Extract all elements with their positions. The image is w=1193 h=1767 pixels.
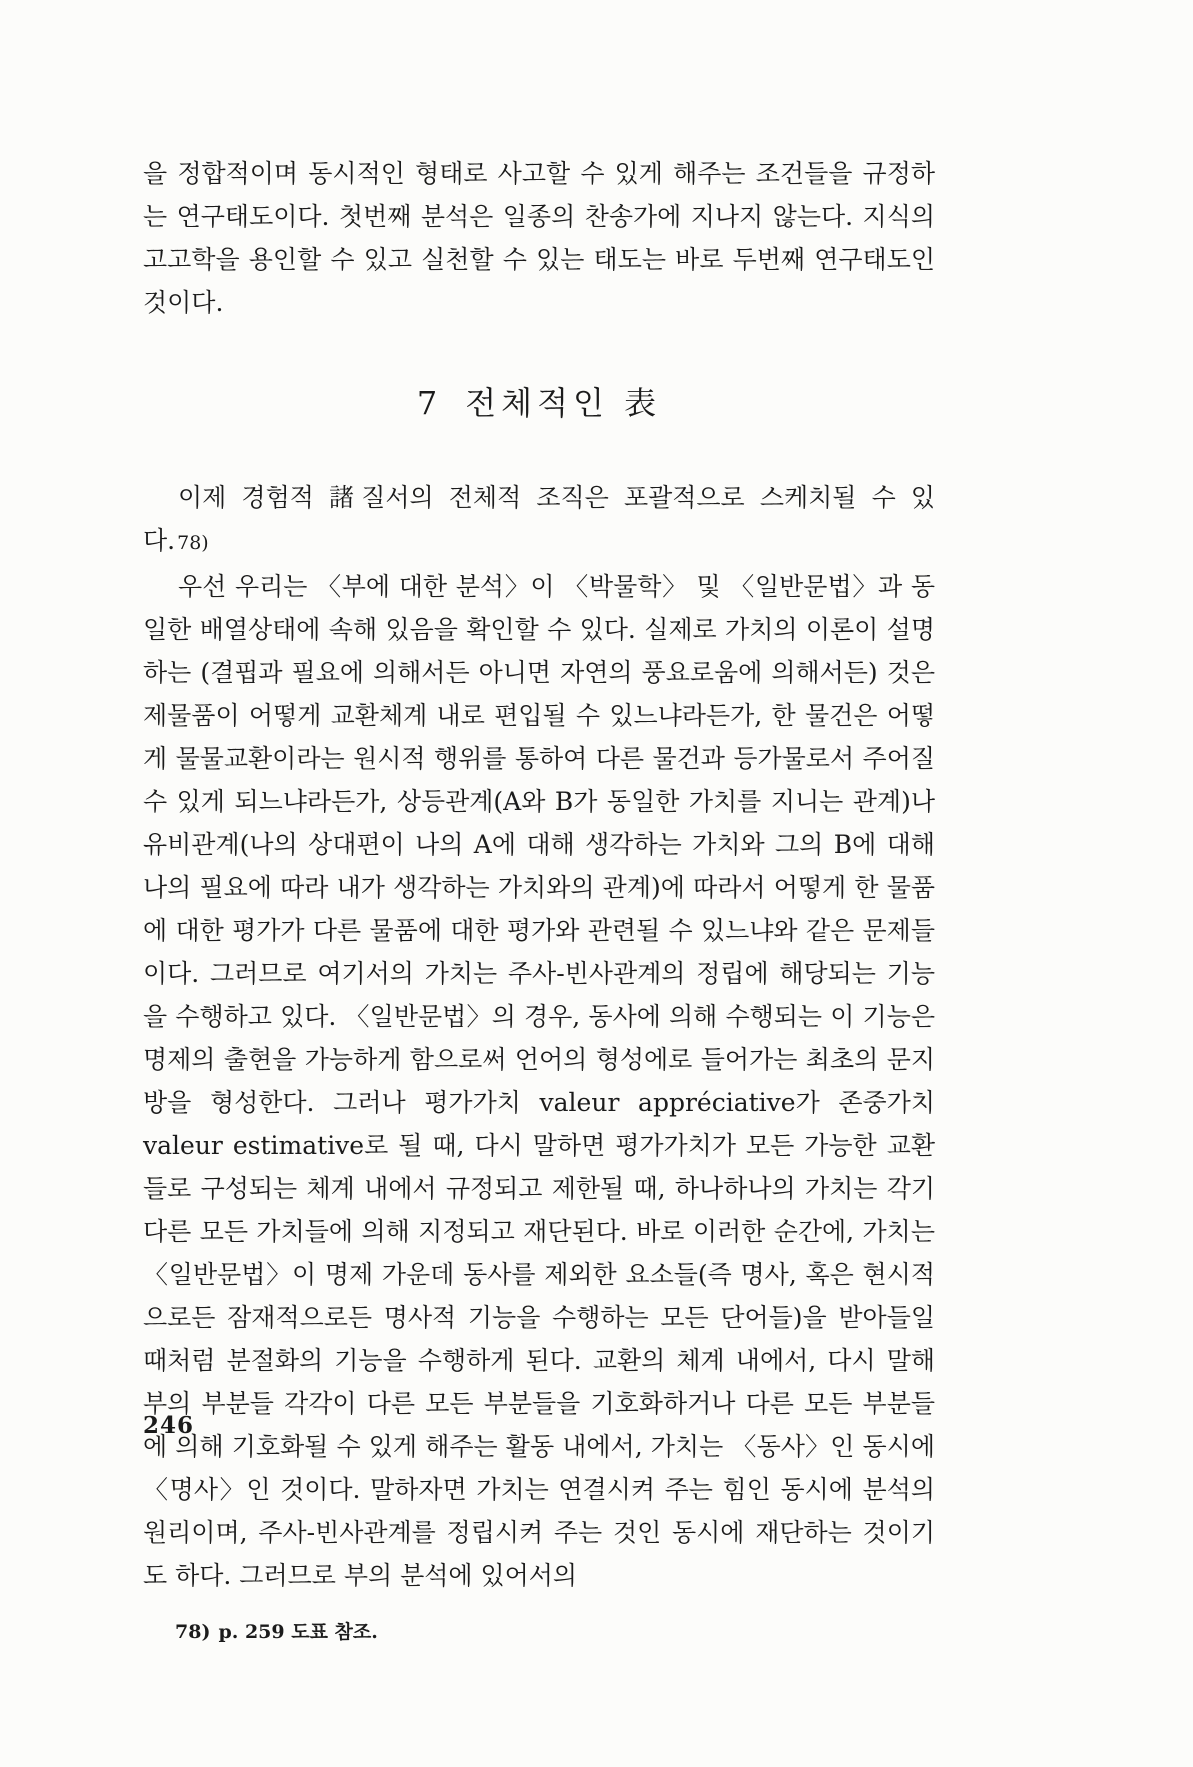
footnote-area (175, 1619, 935, 1645)
section-title: 전체적인 表 (465, 384, 662, 422)
footnote-marker: 78) (175, 1621, 211, 1643)
footnote (175, 1619, 935, 1645)
paragraph-2: 우선 우리는 〈부에 대한 분석〉이 〈박물학〉 및 〈일반문법〉과 동일한 배열상태에 속해 있음을 확인할 수 있다. 실제로 가치의 이론이 설명하는 (결핍과 필요에 의해서든 아니면 자연의 풍요로움에 의해서든) 것은 제물품이 어떻게 교환체계 내로 편입될 수 있느냐라든가, 한 물건은 어떻게 물물교환이라는 원시적 행위를 통하여 다른 물건과 등가물로서 주어질 수 있게 되느냐라든가, 상등관계(A와 B가 동일한 가치를 지니는 관계)나 유비관계(나의 상대편이 나의 A에 대해 생각하는 가치와 그의 B에 대해 나의 필요에 따라 내가 생각하는 가치와의 관계)에 따라서 어떻게 한 물품에 대한 평가가 다른 물품에 대한 평가와 관련될 수 있느냐와 같은 문제들이다. 그러므로 여기서의 가치는 주사-빈사관계의 정립에 해당되는 기능을 수행하고 있다. 〈일반문법〉의 경우, 동사에 의해 수행되는 이 기능은 명제의 출현을 가능하게 함으로써 언어의 형성에로 들어가는 최초의 문지방을 형성한다. 그러나 평가가치 valeur appréciative가 존중가치 valeur estimative로 될 때, 다시 말하면 평가가치가 모든 가능한 교환들로 구성되는 체계 내에서 규정되고 제한될 때, 하나하나의 가치는 각기 다른 모든 가치들에 의해 지정되고 재단된다. 바로 이러한 순간에, 가치는 〈일반문법〉이 명제 가운데 동사를 제외한 요소들(즉 명사, 혹은 현시적으로든 잠재적으로든 명사적 기능을 수행하는 모든 단어들)을 받아들일 때처럼 분절화의 기능을 수행하게 된다. 교환의 체계 내에서, 다시 말해 부의 부분들 각각이 다른 모든 부분들을 기호화하거나 다른 모든 부분들에 의해 기호화될 수 있게 해주는 활동 내에서, 가치는 〈동사〉인 동시에 〈명사〉인 것이다. 말하자면 가치는 연결시켜 주는 힘인 동시에 분석의 원리이며, 주사-빈사관계를 정립시켜 주는 것인 동시에 재단하는 것이기도 하다. 그러므로 부의 분석에 있어서의 (143, 572, 935, 1590)
footnote-text: p. 259 도표 참조. (218, 1621, 378, 1643)
text-block (143, 152, 935, 1645)
section-heading (143, 378, 935, 424)
footnote-reference: 78) (177, 532, 209, 554)
paragraph-1 (143, 476, 935, 565)
section-number: 7 (416, 384, 440, 422)
paragraph-1-text: 이제 경험적 諸질서의 전체적 조직은 포괄적으로 스케치될 수 있다. (143, 483, 935, 555)
page-number: 246 (143, 1412, 195, 1439)
intro-paragraph: 을 정합적이며 동시적인 형태로 사고할 수 있게 해주는 조건들을 규정하는 연구태도이다. 첫번째 분석은 일종의 찬송가에 지나지 않는다. 지식의 고고학을 용인할 수 있고 실천할 수 있는 태도는 바로 두번째 연구태도인 것이다. (143, 159, 935, 317)
